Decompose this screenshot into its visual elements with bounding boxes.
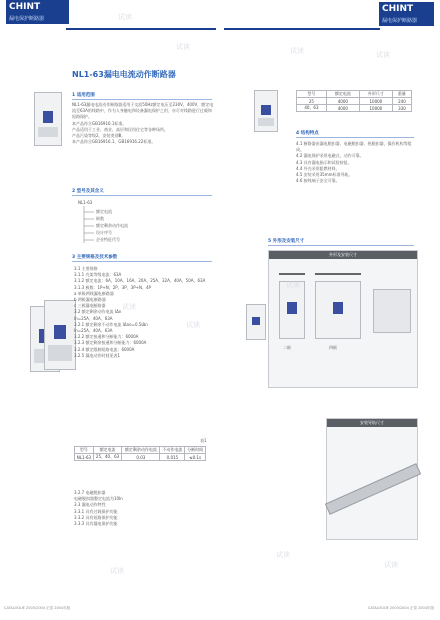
label-four-pole: 四极 bbox=[329, 345, 337, 350]
table-1-label: 表1 bbox=[200, 438, 207, 443]
product-photo-4p bbox=[44, 300, 76, 370]
brand-tagline-right: 漏电保护断路器 bbox=[379, 16, 434, 26]
outline-drawing-panel bbox=[268, 250, 418, 388]
watermark: 试读 bbox=[290, 47, 304, 55]
header-stripe-right bbox=[224, 28, 380, 30]
spec-table-right: 型号 额定电流 外形尺寸 重量 25 4000 10000 240 40、63 4000 10000 330 bbox=[296, 90, 412, 112]
brand-tagline: 漏电保护断路器 bbox=[6, 14, 69, 24]
outline-4p-drawing bbox=[315, 281, 361, 339]
brand-logo: CHINT bbox=[6, 0, 69, 14]
section-divider bbox=[72, 195, 212, 196]
rail-panel-header: 安装导轨尺寸 bbox=[327, 419, 417, 427]
outline-panel-header: 外形及安装尺寸 bbox=[269, 251, 417, 259]
header-stripe bbox=[66, 28, 216, 30]
section-1-heading: 1 适用范围 bbox=[72, 93, 95, 98]
brand-logo-right: CHINT bbox=[379, 2, 434, 16]
watermark: 试读 bbox=[186, 321, 200, 329]
section-4-heading: 4 结构特点 bbox=[296, 131, 319, 136]
watermark: 试读 bbox=[110, 567, 124, 575]
section-3-heading: 3 主要规格及技术参数 bbox=[72, 255, 118, 260]
section-2-heading: 2 型号及其含义 bbox=[72, 189, 104, 194]
spec-table-1: 型号 额定电流 额定剩余动作电流 不动作电流 分断时间 NL1-63 25、40、63 0.03 0.015 ≤0.1s bbox=[74, 446, 206, 461]
product-photo-small bbox=[34, 92, 62, 146]
footer-left: CATALOGUE 2003/2004 正泰 2004年版 bbox=[4, 606, 71, 610]
label-two-pole: 二极 bbox=[283, 345, 291, 350]
dimension-line bbox=[279, 273, 305, 275]
section-1-text: NL1-63漏电电流动作断路器适用于交流50Hz额定电压至230V、400V，额定电流至63A的线路中，作为人身触电和设备漏电保护之用，亦可对线路进行过载和短路保护。 本产品符合GB16916.1标准。 产品适用于工业、商业、高层和民用住宅等各种场所。 产品污染等级2，安装类别Ⅲ。 本产品符合GB16916.1、GB16916.22标准。 bbox=[72, 102, 214, 145]
watermark: 试读 bbox=[384, 561, 398, 569]
dimension-line bbox=[315, 273, 361, 275]
watermark: 试读 bbox=[276, 551, 290, 559]
rail-drawing-panel bbox=[326, 418, 418, 540]
watermark: 试读 bbox=[176, 43, 190, 51]
section-divider bbox=[72, 261, 212, 262]
product-photo-side bbox=[246, 304, 266, 340]
product-photo-right bbox=[254, 90, 278, 132]
watermark: 试读 bbox=[118, 13, 132, 21]
outline-side-drawing bbox=[373, 289, 411, 333]
page-title: NL1-63漏电电流动作断路器 bbox=[72, 70, 176, 79]
model-code: NL1-63 bbox=[78, 200, 93, 205]
watermark: 试读 bbox=[122, 303, 136, 311]
section-divider bbox=[72, 99, 212, 100]
section-4-text: 4.1 断路器由漏电脱扣器、电磁脱扣器、热脱扣器、操作机构等组成。 4.2 漏电保护采用电磁式，动作可靠。 4.3 具有漏电指示和试验按钮。 4.4 外壳采用阻燃材料。 4.5 安装采用35mm标准导轨。 4.6 接线端子安全可靠。 bbox=[296, 141, 412, 184]
watermark: 试读 bbox=[286, 281, 300, 289]
section-divider bbox=[296, 137, 414, 138]
watermark: 试读 bbox=[376, 51, 390, 59]
section-3-text-more: 3.2.7 电磁脱扣器 电磁脱扣器整定电流为10In 3.3 漏电动作特性 3.3.1 具有过载保护功能 3.3.2 具有短路保护功能 3.3.3 具有漏电保护功能 bbox=[74, 490, 123, 527]
section-3-text: 3.1 主要规格 3.1.1 壳架等级电流：63A 3.1.2 额定电流：6A、10A、16A、20A、25A、32A、40A、50A、63A 3.1.3 极数：1P+N、2P、3P、3P+N、4P a 单极两线漏电断路器 b 两极漏电断路器 c 三极漏电断路器 3.2 额定剩余动作电流 IΔn In=25A、40A、63A 3.2.1 额定剩余不动作电流 IΔno=0.5IΔn In=25A、40A、63A 3.2.2 额定接通和分断能力：6000A 3.2.3 额定剩余接通和分断能力：6000A 3.2.4 额定限制短路电流：6000A 3.2.5 漏电动作时间见表1 bbox=[74, 266, 206, 358]
section-5-heading: 5 外形及安装尺寸 bbox=[268, 239, 305, 244]
din-rail-image bbox=[325, 463, 421, 515]
section-divider bbox=[268, 245, 414, 246]
footer-right: CATALOGUE 2003/2004 正泰 2004年版 bbox=[367, 606, 434, 610]
model-code-labels: 额定电流 极数 额定剩余动作电流 设计序号 企业特征代号 bbox=[96, 209, 128, 242]
